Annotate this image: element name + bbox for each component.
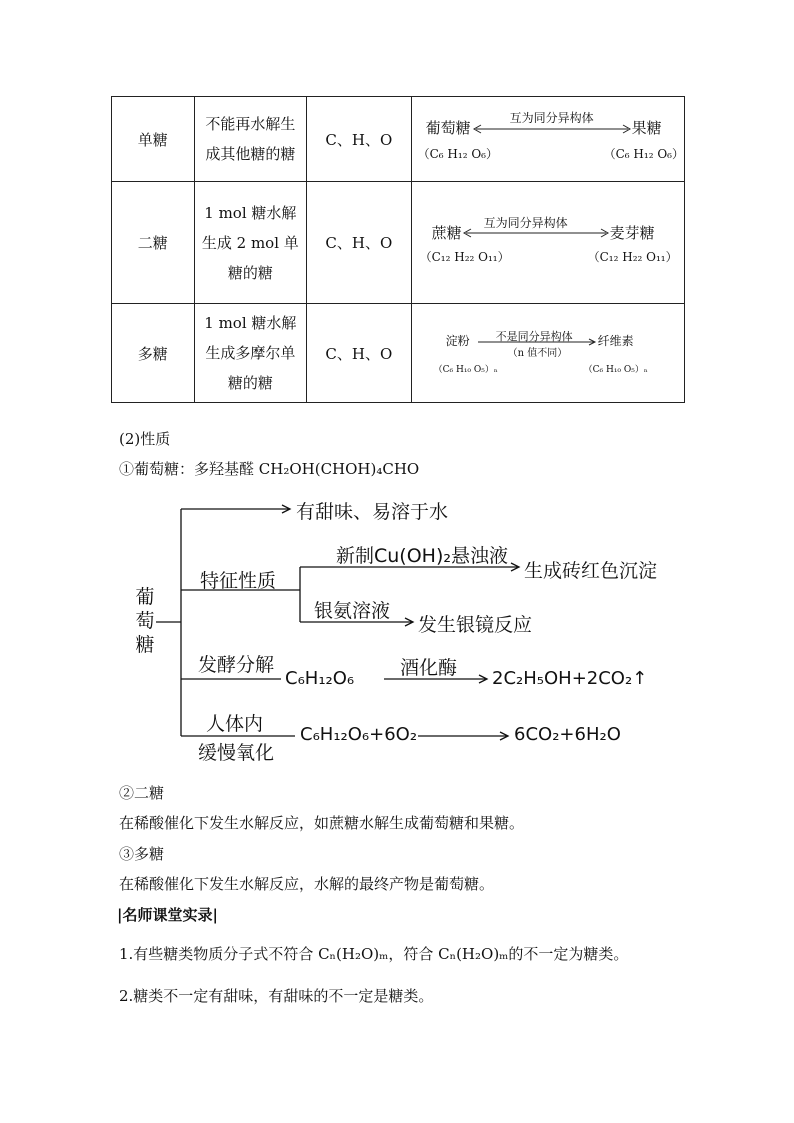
desc-line: 生成多摩尔单: [205, 344, 296, 362]
root-char: 萄: [135, 610, 155, 632]
branch-characteristic: 特征性质: [200, 570, 277, 592]
right-sugar: 麦芽糖: [609, 224, 655, 242]
right-sugar: 果糖: [631, 119, 662, 137]
branch-body-line2: 缓慢氧化: [198, 742, 275, 764]
root-char: 葡: [135, 586, 155, 608]
relation-note: （n 值不同）: [507, 348, 568, 359]
glucose-formula-line: ①葡萄糖：多羟基醛 CH₂OH(CHOH)₄CHO: [119, 460, 420, 478]
relation-label: 互为同分异构体: [509, 111, 594, 125]
right-formula: （C₁₂ H₂₂ O₁₁）: [587, 250, 678, 264]
left-sugar: 淀粉: [445, 334, 470, 348]
teacher-notes-heading: |名师课堂实录|: [117, 906, 218, 924]
desc-line: 糖的糖: [227, 263, 273, 282]
reagent-copper-hydroxide: 新制Cu(OH)₂悬浊液: [336, 545, 508, 567]
left-formula: （C₁₂ H₂₂ O₁₁）: [419, 250, 510, 264]
desc-line: 不能再水解生: [205, 115, 296, 133]
note-1: 1.有些糖类物质分子式不符合 Cₙ(H₂O)ₘ，符合 Cₙ(H₂O)ₘ的不一定为糖类。: [119, 945, 629, 963]
ferment-catalyst: 酒化酶: [400, 657, 458, 679]
right-formula: （C₆ H₁₂ O₆）: [603, 147, 684, 161]
disaccharide-heading: ②二糖: [119, 784, 165, 802]
desc-line: 1 mol 糖水解: [204, 314, 297, 332]
desc-line: 糖的糖: [227, 374, 273, 392]
right-formula: （C₆ H₁₀ O₅）ₙ: [583, 365, 648, 375]
left-sugar: 蔗糖: [431, 224, 462, 242]
note-2: 2.糖类不一定有甜味，有甜味的不一定是糖类。: [119, 987, 434, 1005]
left-sugar: 葡萄糖: [425, 119, 471, 137]
sugar-type-cell: 单糖: [112, 97, 195, 182]
relation-label: 不是同分异构体: [495, 330, 573, 343]
oxidation-product: 6CO₂+6H₂O: [514, 724, 621, 745]
ferment-reactant: C₆H₁₂O₆: [285, 668, 355, 689]
branch-sweet-soluble: 有甜味、易溶于水: [296, 501, 449, 523]
oxidation-reactant: C₆H₁₂O₆+6O₂: [300, 724, 418, 745]
polysaccharide-text: 在稀酸催化下发生水解反应，水解的最终产物是葡萄糖。: [119, 875, 495, 893]
elements-cell: C、H、O: [307, 304, 412, 403]
disaccharide-text: 在稀酸催化下发生水解反应，如蔗糖水解生成葡萄糖和果糖。: [119, 814, 525, 832]
right-sugar: 纤维素: [597, 334, 634, 348]
elements-cell: C、H、O: [307, 182, 412, 304]
glucose-root-label: [133, 585, 157, 657]
reagent-silver-ammonia: 银氨溶液: [314, 600, 391, 622]
relation-label: 互为同分异构体: [483, 216, 568, 230]
root-char: 糖: [135, 634, 155, 656]
ferment-product: 2C₂H₅OH+2CO₂↑: [492, 668, 648, 689]
desc-line: 成其他糖的糖: [205, 145, 296, 163]
sugar-type-cell: 二糖: [112, 182, 195, 304]
polysaccharide-heading: ③多糖: [119, 845, 165, 863]
branch-fermentation: 发酵分解: [198, 654, 275, 676]
result-brick-red: 生成砖红色沉淀: [524, 560, 658, 582]
desc-line: 1 mol 糖水解: [204, 203, 297, 222]
desc-line: 生成 2 mol 单: [201, 233, 299, 252]
elements-cell: C、H、O: [307, 97, 412, 182]
result-silver-mirror: 发生银镜反应: [418, 614, 533, 636]
left-formula: （C₆ H₁₂ O₆）: [417, 147, 498, 161]
properties-heading: (2)性质: [119, 430, 171, 448]
sugar-type-cell: 多糖: [112, 304, 195, 403]
branch-body-line1: 人体内: [206, 713, 264, 735]
left-formula: （C₆ H₁₀ O₅）ₙ: [433, 365, 498, 375]
